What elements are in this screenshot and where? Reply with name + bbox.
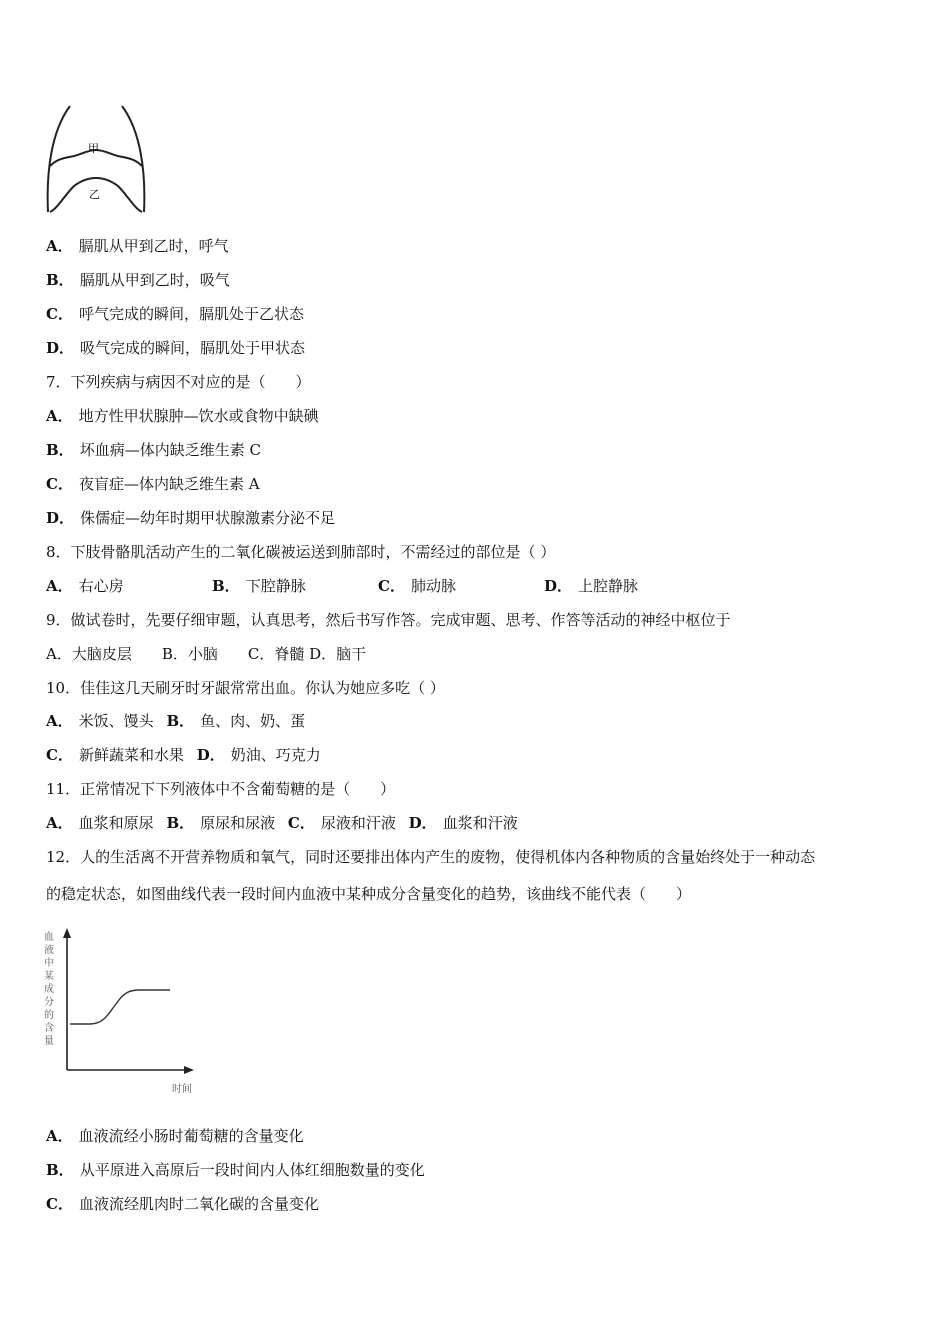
- graph-ylabel-char: 成: [44, 984, 54, 995]
- q8-option-b[interactable]: B． 下腔静脉: [212, 577, 306, 595]
- graph-ylabel-char: 血: [44, 932, 54, 943]
- q7-option-d[interactable]: D． 侏儒症—幼年时期甲状腺激素分泌不足: [46, 509, 336, 527]
- q10-stem: 10．佳佳这几天刷牙时牙龈常常出血。你认为她应多吃（ ）: [46, 679, 445, 697]
- q12-option-b[interactable]: B． 从平原进入高原后一段时间内人体红细胞数量的变化: [46, 1161, 425, 1179]
- q7-option-a[interactable]: A． 地方性甲状腺肿—饮水或食物中缺碘: [46, 407, 319, 425]
- figure-label-jia: 甲: [88, 142, 99, 155]
- graph-ylabel-char: 液: [44, 945, 54, 956]
- q8-option-c[interactable]: C． 肺动脉: [378, 577, 456, 595]
- q10-option-c[interactable]: C． 新鲜蔬菜和水果: [46, 746, 184, 764]
- graph-ylabel-char: 的: [44, 1010, 54, 1021]
- q10-option-d[interactable]: D． 奶油、巧克力: [196, 746, 321, 764]
- q8-option-d[interactable]: D． 上腔静脉: [544, 577, 639, 595]
- q9-options[interactable]: A．大脑皮层 B．小脑 C．脊髓 D．脑干: [46, 645, 367, 663]
- q7-option-c[interactable]: C． 夜盲症—体内缺乏维生素 A: [46, 475, 260, 493]
- q10-option-b[interactable]: B． 鱼、肉、奶、蛋: [166, 712, 306, 730]
- q10-options-row1: [46, 711, 305, 731]
- q12-stem-line1: 12．人的生活离不开营养物质和氧气，同时还要排出体内产生的废物，使得机体内各种物质的含量始终处于一种动态: [46, 848, 816, 866]
- q11-option-b[interactable]: B． 原尿和尿液: [166, 814, 276, 832]
- q10-option-a[interactable]: A． 米饭、馒头: [46, 712, 154, 730]
- q6-option-c[interactable]: C． 呼气完成的瞬间，膈肌处于乙状态: [46, 305, 304, 323]
- q6-option-b[interactable]: B． 膈肌从甲到乙时，吸气: [46, 271, 230, 289]
- graph-ylabel-char: 分: [44, 997, 54, 1008]
- q12-stem-line2: 的稳定状态，如图曲线代表一段时间内血液中某种成分含量变化的趋势，该曲线不能代表（ ）: [46, 885, 692, 903]
- q10-options-row2: [46, 745, 321, 765]
- q7-stem: 7．下列疾病与病因不对应的是（ ）: [46, 373, 311, 391]
- graph-ylabel-char: 量: [44, 1036, 54, 1047]
- diaphragm-figure: [44, 100, 148, 222]
- q12-option-c[interactable]: C． 血液流经肌肉时二氧化碳的含量变化: [46, 1195, 319, 1213]
- graph-ylabel-char: 中: [44, 958, 54, 969]
- q6-option-a[interactable]: A． 膈肌从甲到乙时，呼气: [46, 237, 229, 255]
- q7-option-b[interactable]: B． 坏血病—体内缺乏维生素 C: [46, 441, 261, 459]
- graph-y-arrow-icon: [63, 928, 71, 938]
- q8-stem: 8．下肢骨骼肌活动产生的二氧化碳被运送到肺部时，不需经过的部位是（ ）: [46, 543, 556, 561]
- graph-xlabel: 时间: [172, 1084, 192, 1095]
- graph-ylabel-char: 某: [44, 971, 54, 982]
- q11-option-a[interactable]: A． 血浆和原尿: [46, 814, 154, 832]
- q8-options: [46, 576, 638, 596]
- q11-stem: 11．正常情况下下列液体中不含葡萄糖的是（ ）: [46, 780, 396, 798]
- graph-curve: [70, 990, 170, 1024]
- q8-option-a[interactable]: A． 右心房: [46, 577, 124, 595]
- q9-stem: 9．做试卷时，先要仔细审题，认真思考，然后书写作答。完成审题、思考、作答等活动的神经中枢位于: [46, 611, 731, 629]
- q11-option-c[interactable]: C． 尿液和汗液: [287, 814, 396, 832]
- q12-option-a[interactable]: A． 血液流经小肠时葡萄糖的含量变化: [46, 1127, 304, 1145]
- q11-option-d[interactable]: D． 血浆和汗液: [408, 814, 518, 832]
- figure-label-yi: 乙: [89, 188, 100, 201]
- q6-option-d[interactable]: D． 吸气完成的瞬间，膈肌处于甲状态: [46, 339, 306, 357]
- graph-x-arrow-icon: [184, 1066, 194, 1074]
- graph-ylabel: [44, 931, 54, 1047]
- q12-graph: [34, 926, 214, 1102]
- q11-options: [46, 813, 518, 833]
- graph-ylabel-char: 含: [44, 1023, 54, 1034]
